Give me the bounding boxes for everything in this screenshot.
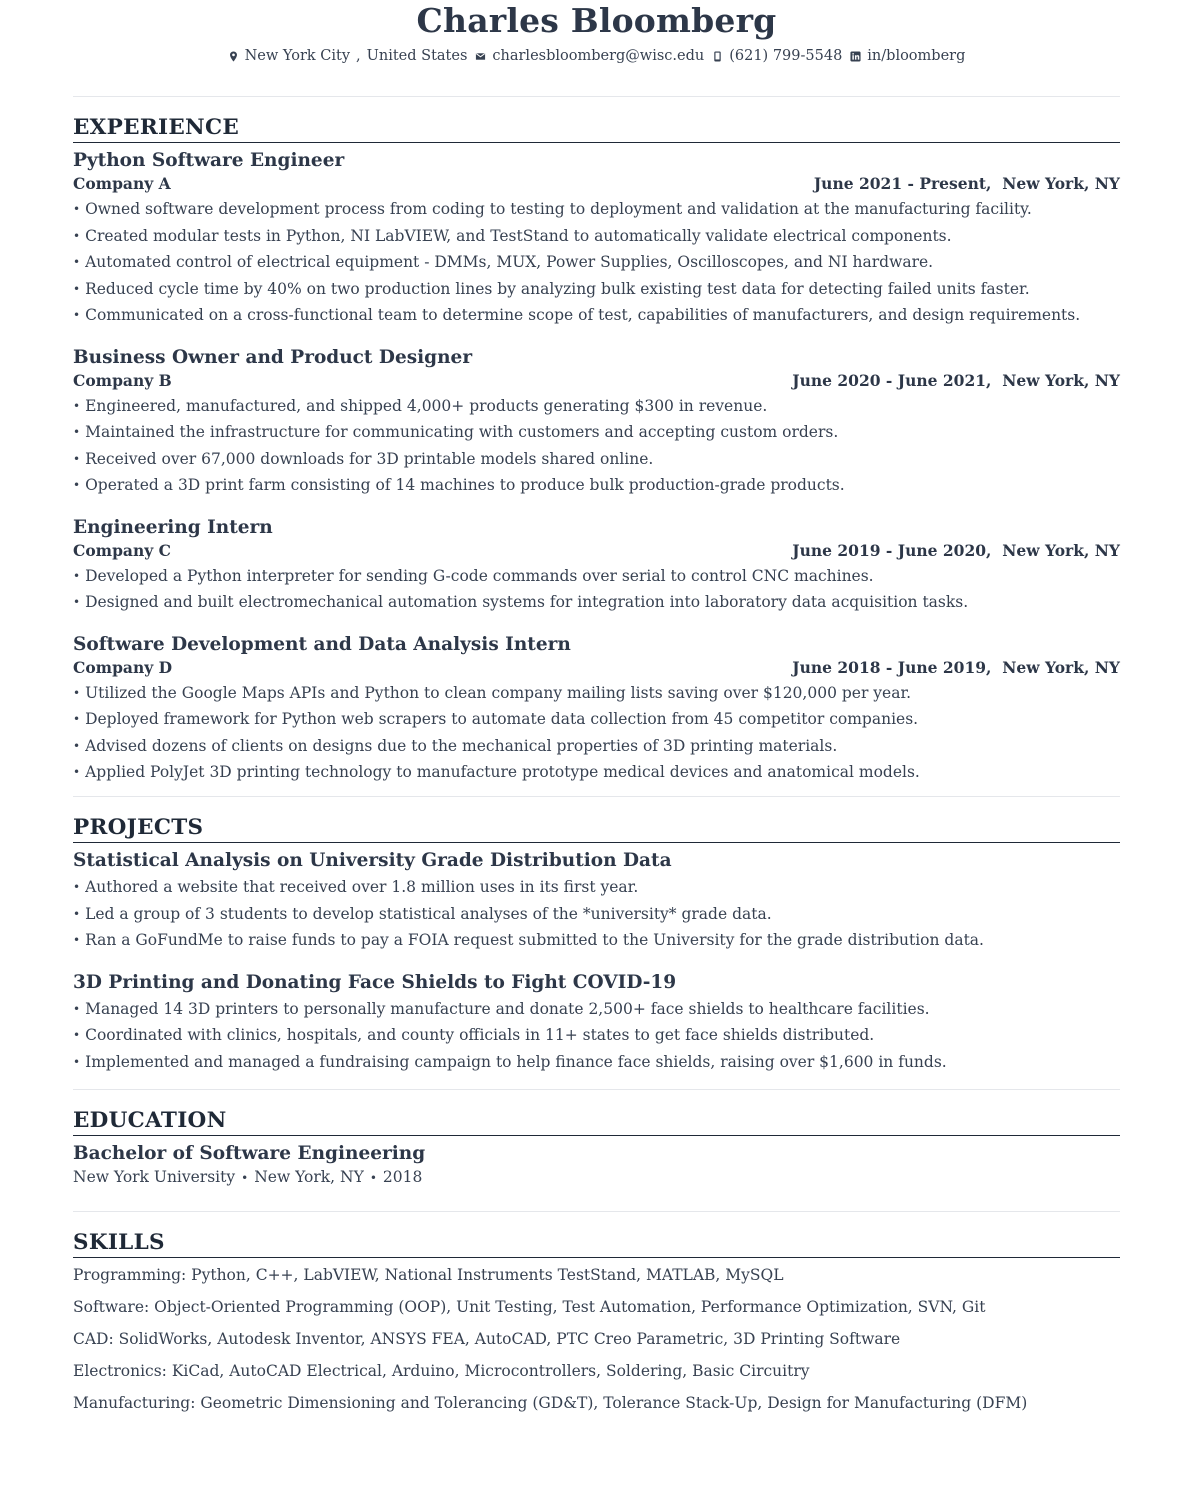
- contact-phone[interactable]: [712, 46, 842, 66]
- skills-heading: SKILLS: [73, 1230, 1120, 1258]
- graduation-year: 2018: [382, 1168, 423, 1186]
- bullet-item: • Managed 14 3D printers to personally manufacture and donate 2,500+ face shields to healthcare facilities.: [73, 997, 1120, 1024]
- job-dates: June 2020 - June 2021,: [792, 370, 992, 390]
- contact-country: United States: [366, 48, 468, 64]
- job-title: Business Owner and Product Designer: [73, 346, 473, 368]
- location-pin-icon: [228, 51, 239, 62]
- bullet-item: • Developed a Python interpreter for sending G-code commands over serial to control CNC machines.: [73, 564, 1120, 591]
- contact-linkedin-text[interactable]: in/bloomberg: [867, 48, 966, 64]
- experience-heading: EXPERIENCE: [73, 115, 1120, 143]
- education-heading: EDUCATION: [73, 1108, 1120, 1136]
- job-title: Engineering Intern: [73, 516, 273, 538]
- projects-heading: PROJECTS: [73, 815, 1120, 843]
- skill-line: CAD: SolidWorks, Autodesk Inventor, ANSYS FEA, AutoCAD, PTC Creo Parametric, 3D Printing Software: [73, 1330, 901, 1348]
- degree-title: Bachelor of Software Engineering: [73, 1143, 426, 1164]
- contact-email[interactable]: [475, 46, 704, 66]
- job-location: New York, NY: [1002, 174, 1120, 193]
- job-dates: June 2019 - June 2020,: [792, 540, 992, 560]
- project-title: Statistical Analysis on University Grade Distribution Data: [73, 850, 672, 871]
- experience-entry: [73, 149, 1120, 330]
- bullet-item: • Reduced cycle time by 40% on two production lines by analyzing bulk existing test data for detecting failed units faster.: [73, 277, 1120, 304]
- contact-phone-text[interactable]: (621) 799-5548: [729, 48, 843, 64]
- divider: [73, 96, 1120, 97]
- job-location: New York, NY: [1002, 657, 1120, 677]
- skill-line: Software: Object-Oriented Programming (OOP), Unit Testing, Test Automation, Performance Optimization, SVN, Git: [73, 1298, 986, 1316]
- bullet-item: • Advised dozens of clients on designs due to the mechanical properties of 3D printing materials.: [73, 734, 1120, 761]
- job-dates: June 2018 - June 2019,: [792, 657, 992, 677]
- bullet-item: • Deployed framework for Python web scrapers to automate data collection from 45 competitor companies.: [73, 707, 1120, 734]
- bullet-item: • Led a group of 3 students to develop statistical analyses of the *university* grade data.: [73, 902, 1120, 929]
- experience-entry: [73, 633, 1120, 787]
- contact-location: New York City , United States: [228, 46, 468, 66]
- bullet-item: • Owned software development process from coding to testing to deployment and validation at the manufacturing facility.: [73, 197, 1120, 224]
- contact-bar: [73, 46, 1120, 66]
- company-name: Company B: [73, 370, 172, 390]
- school-location: New York, NY: [254, 1168, 364, 1186]
- bullet-item: • Received over 67,000 downloads for 3D printable models shared online.: [73, 447, 1120, 474]
- job-title: Software Development and Data Analysis Intern: [73, 633, 571, 655]
- school-name: New York University: [73, 1168, 236, 1186]
- divider: [73, 796, 1120, 797]
- company-name: Company C: [73, 540, 171, 560]
- education-section: [73, 1108, 1120, 1189]
- skills-section: [73, 1230, 1120, 1419]
- bullet-item: • Communicated on a cross-functional team to determine scope of test, capabilities of manufacturers, and design requirements.: [73, 303, 1120, 330]
- bullet-list: [73, 564, 1120, 617]
- bullet-item: • Created modular tests in Python, NI LabVIEW, and TestStand to automatically validate electrical components.: [73, 224, 1120, 251]
- contact-linkedin[interactable]: [850, 46, 965, 66]
- bullet-list: [73, 875, 1120, 955]
- linkedin-icon: [850, 51, 861, 62]
- bullet-item: • Authored a website that received over 1.8 million uses in its first year.: [73, 875, 1120, 902]
- bullet-item: • Applied PolyJet 3D printing technology to manufacture prototype medical devices and anatomical models.: [73, 760, 1120, 787]
- experience-entry: [73, 516, 1120, 617]
- bullet-item: • Implemented and managed a fundraising campaign to help finance face shields, raising over $1,600 in funds.: [73, 1050, 1120, 1077]
- bullet-item: • Automated control of electrical equipment - DMMs, MUX, Power Supplies, Oscilloscopes, and NI hardware.: [73, 250, 1120, 277]
- resume-header: [73, 0, 1120, 66]
- education-details: New York University • New York, NY • 2018: [73, 1168, 423, 1186]
- project-title: 3D Printing and Donating Face Shields to Fight COVID-19: [73, 971, 677, 993]
- phone-icon: [712, 51, 723, 62]
- bullet-list: [73, 394, 1120, 500]
- mail-icon: [475, 51, 486, 62]
- divider: [73, 1211, 1120, 1212]
- bullet-item: • Operated a 3D print farm consisting of 14 machines to produce bulk production-grade products.: [73, 473, 1120, 500]
- bullet-list: [73, 197, 1120, 330]
- bullet-item: • Ran a GoFundMe to raise funds to pay a FOIA request submitted to the University for the grade distribution data.: [73, 928, 1120, 955]
- job-location: New York, NY: [1002, 370, 1120, 390]
- project-entry: [73, 971, 1120, 1077]
- skill-line: Electronics: KiCad, AutoCAD Electrical, Arduino, Microcontrollers, Soldering, Basic Circuitry: [73, 1362, 810, 1380]
- experience-entry: [73, 346, 1120, 500]
- company-name: Company D: [73, 657, 173, 677]
- experience-section: [73, 115, 1120, 787]
- job-location: New York, NY: [1002, 540, 1120, 560]
- contact-email-text[interactable]: charlesbloomberg@wisc.edu: [492, 48, 705, 64]
- projects-section: [73, 815, 1120, 1076]
- bullet-item: • Maintained the infrastructure for communicating with customers and accepting custom orders.: [73, 420, 1120, 447]
- project-entry: [73, 849, 1120, 955]
- skill-line: Manufacturing: Geometric Dimensioning and Tolerancing (GD&T), Tolerance Stack-Up, Design for Manufacturing (DFM): [73, 1394, 1028, 1412]
- contact-city: New York City: [244, 48, 351, 64]
- job-title: Python Software Engineer: [73, 150, 345, 171]
- skills-list: [73, 1259, 1120, 1419]
- candidate-name: Charles Bloomberg: [416, 1, 777, 40]
- job-dates: June 2021 - Present,: [813, 174, 992, 193]
- bullet-item: • Designed and built electromechanical automation systems for integration into laboratory data acquisition tasks.: [73, 590, 1120, 617]
- divider: [73, 1089, 1120, 1090]
- bullet-list: [73, 997, 1120, 1077]
- bullet-item: • Engineered, manufactured, and shipped 4,000+ products generating $300 in revenue.: [73, 394, 1120, 421]
- skill-line: Programming: Python, C++, LabVIEW, National Instruments TestStand, MATLAB, MySQL: [73, 1266, 784, 1284]
- bullet-list: [73, 681, 1120, 787]
- company-name: Company A: [73, 174, 171, 193]
- bullet-item: • Utilized the Google Maps APIs and Python to clean company mailing lists saving over $120,000 per year.: [73, 681, 1120, 708]
- bullet-item: • Coordinated with clinics, hospitals, and county officials in 11+ states to get face shields distributed.: [73, 1023, 1120, 1050]
